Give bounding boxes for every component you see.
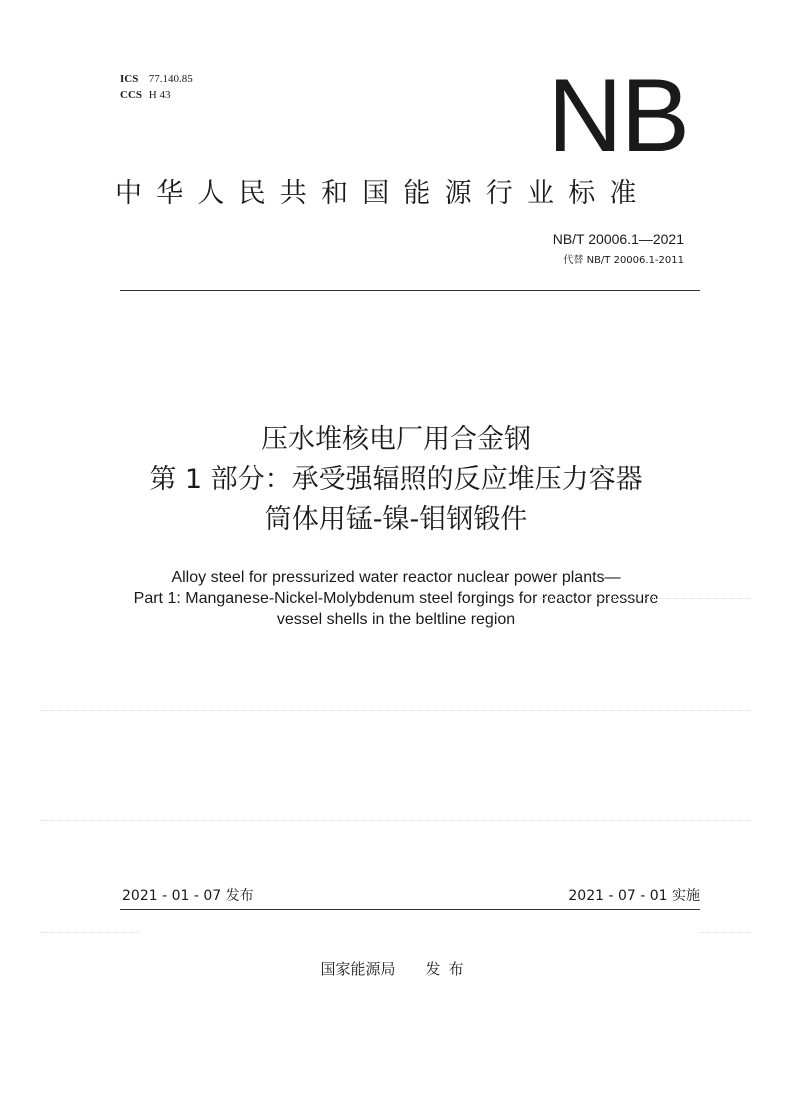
ccs-value: H 43 (148, 89, 171, 101)
ccs-label: CCS (120, 89, 143, 101)
issue-date: 2021 - 01 - 07 发布 (122, 888, 254, 904)
nb-logo: NB (547, 58, 688, 174)
ccs-row (120, 87, 193, 103)
faint-dotted-line (40, 932, 140, 933)
faint-dotted-line (40, 820, 750, 821)
chinese-title-line3: 筒体用锰-镍-钼钢锻件 (264, 504, 528, 535)
standard-category: 中华人民共和国能源行业标准 (115, 178, 651, 209)
ics-label: ICS (120, 73, 139, 85)
faint-dotted-line (540, 598, 750, 599)
english-title-line3: vessel shells in the beltline region (276, 611, 516, 628)
issuing-authority (0, 958, 792, 980)
classification-codes (120, 71, 193, 103)
faint-dotted-line (700, 932, 750, 933)
standard-number: NB/T 20006.1—2021 (552, 231, 684, 247)
ics-row (120, 71, 193, 87)
english-title-line2: Part 1: Manganese-Nickel-Molybdenum steel forgings for reactor pressure (133, 590, 659, 607)
english-title-line1: Alloy steel for pressurized water reactor nuclear power plants— (171, 569, 621, 586)
chinese-title (60, 420, 732, 540)
issuer-verb: 发布 (425, 960, 472, 978)
issuer-org: 国家能源局 (320, 960, 396, 978)
top-divider (120, 290, 700, 291)
replaces-note: 代替 NB/T 20006.1-2011 (563, 255, 684, 266)
implementation-date: 2021 - 07 - 01 实施 (568, 888, 700, 904)
faint-dotted-line (40, 710, 750, 711)
bottom-divider (120, 909, 700, 910)
chinese-title-line2: 第 1 部分：承受强辐照的反应堆压力容器 (149, 464, 643, 495)
chinese-title-line1: 压水堆核电厂用合金钢 (261, 424, 531, 455)
ics-value: 77.140.85 (148, 73, 193, 85)
